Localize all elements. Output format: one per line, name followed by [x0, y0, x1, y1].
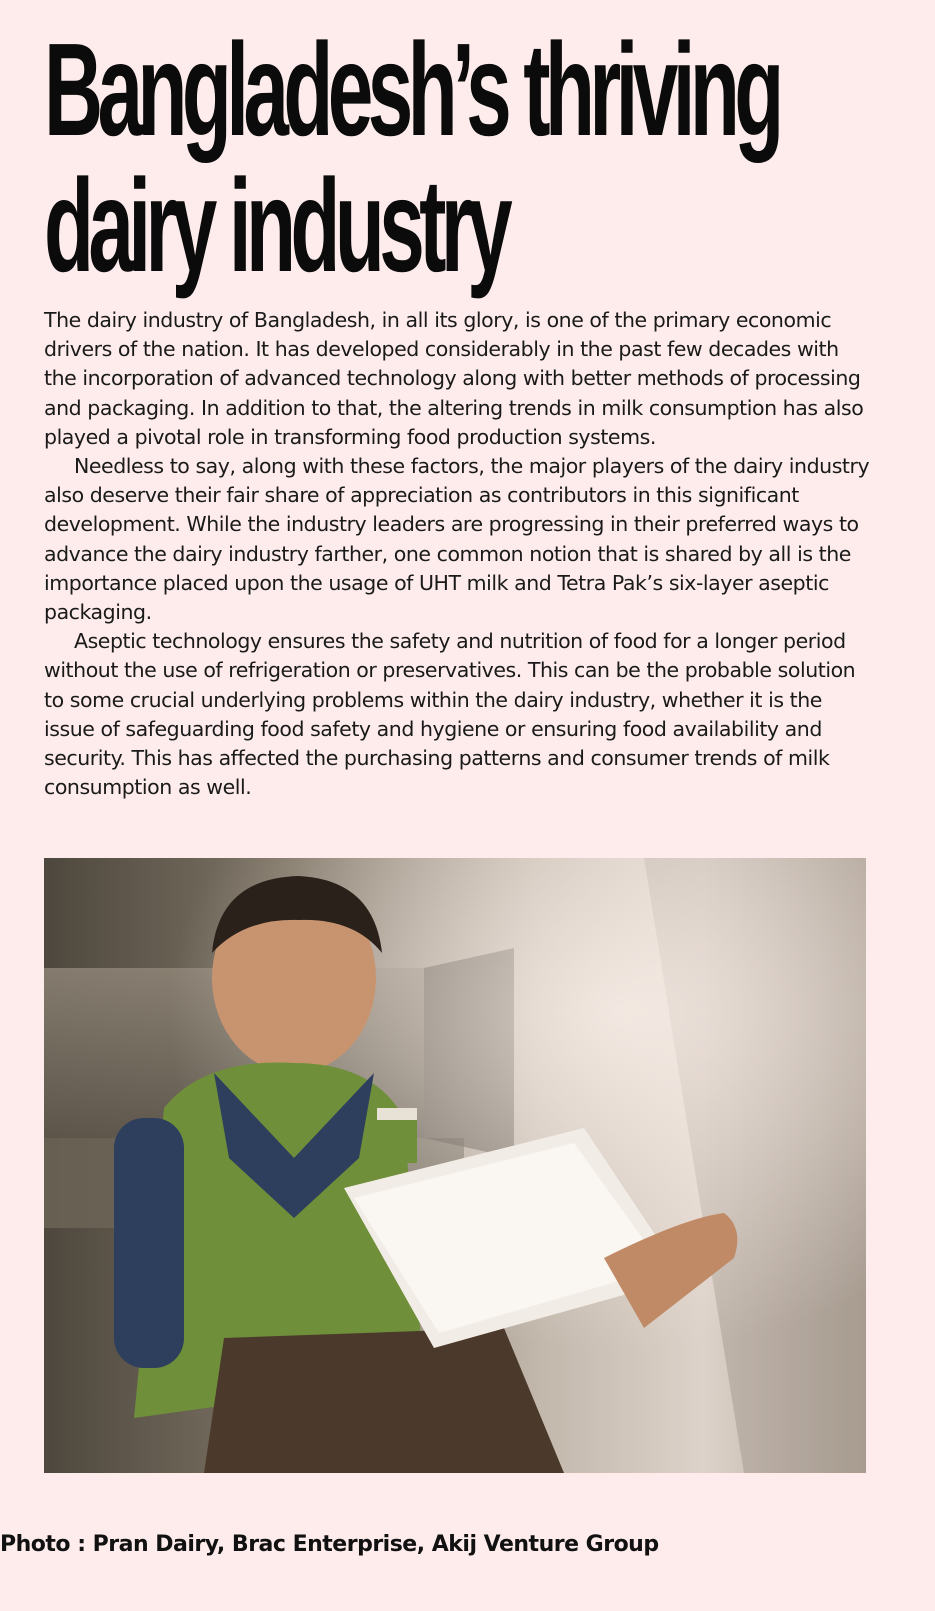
photo-illustration: [44, 858, 866, 1473]
headline-line-2: dairy industry: [44, 152, 508, 299]
article-photo: [44, 858, 866, 1473]
headline: [44, 16, 779, 299]
paragraph-2: Needless to say, along with these factors, the major players of the dairy industry also deserve their fair share of appreciation as contributors in this significant development. While the industry leaders are progressing in their preferred ways to advance the dairy industry farther, one common notion that is shared by all is the importance placed upon the usage of UHT milk and Tetra Pak’s six-layer aseptic packaging.: [44, 454, 870, 625]
article-body: [44, 306, 874, 802]
paragraph-1: The dairy industry of Bangladesh, in all its glory, is one of the primary economic drivers of the nation. It has developed considerably in the past few decades with the incorporation of advanced technology along with better methods of processing and packaging. In addition to that, the altering trends in milk consumption has also played a pivotal role in transforming food production systems.: [44, 308, 864, 449]
headline-line-1: Bangladesh’s thriving: [44, 16, 779, 163]
photo-caption: Photo : Pran Dairy, Brac Enterprise, Akij Venture Group: [0, 1532, 659, 1557]
paragraph-3: Aseptic technology ensures the safety and nutrition of food for a longer period without the use of refrigeration or preservatives. This can be the probable solution to some crucial underlying problems within the dairy industry, whether it is the issue of safeguarding food safety and hygiene or ensuring food availability and security. This has affected the purchasing patterns and consumer trends of milk consumption as well.: [44, 629, 856, 800]
